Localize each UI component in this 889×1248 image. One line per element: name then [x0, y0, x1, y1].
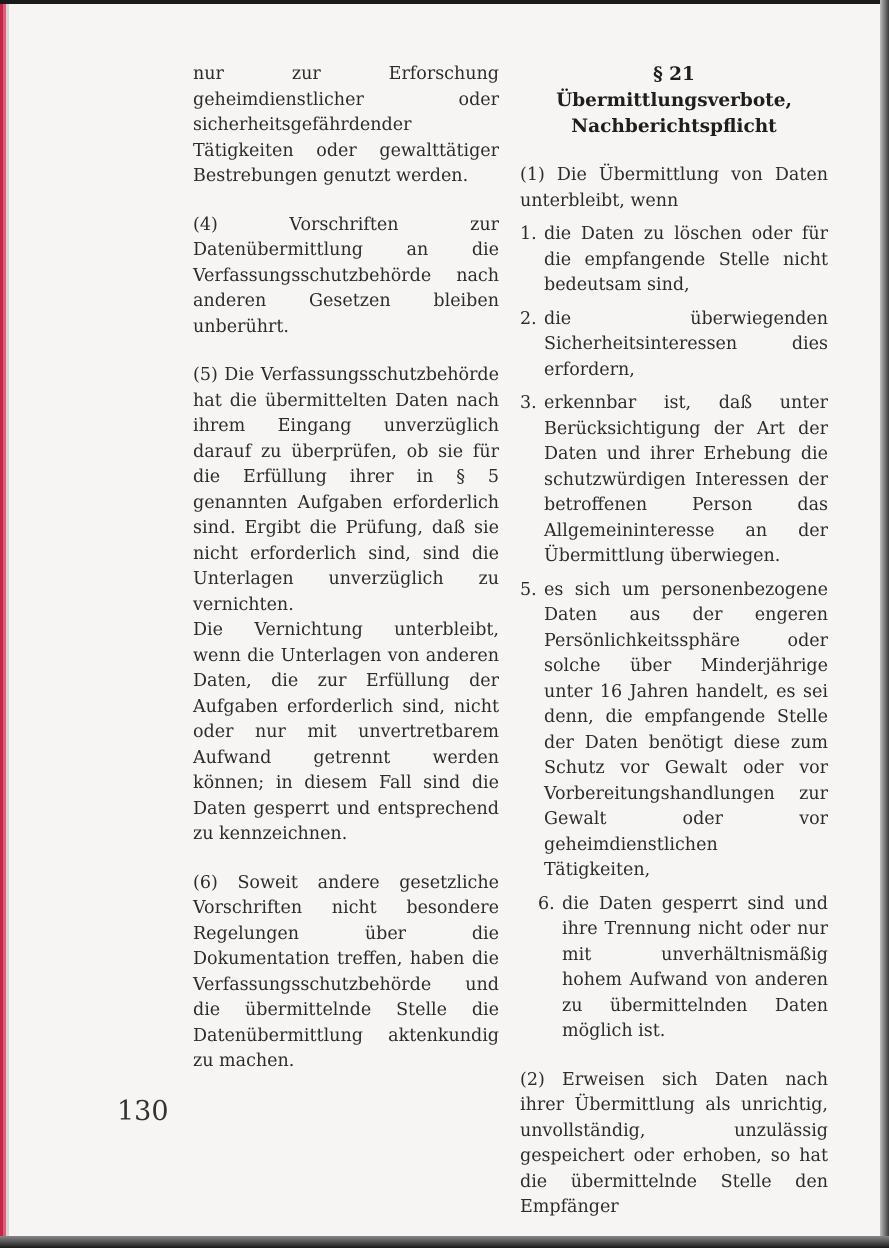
list-item-number: 2. — [520, 308, 537, 329]
right-edge-shadow — [880, 0, 889, 1248]
list-item — [520, 578, 828, 884]
list-item-number: 3. — [520, 393, 537, 413]
top-edge — [0, 0, 889, 4]
list-item-number: 5. — [520, 579, 537, 600]
list-item-number: 6. — [538, 893, 555, 914]
list-item — [520, 307, 828, 384]
list-item — [520, 892, 828, 1045]
section-title: Übermittlungsverbote, Nachberichtspflicht — [556, 90, 792, 137]
list-item-text: die Daten gesperrt sind und ihre Trennung nicht oder nur mit unverhältnismäßig hohem Aufwand von anderen zu übermittelnden Daten möglich ist. — [562, 893, 828, 1041]
list-item-number: 1. — [520, 224, 537, 244]
list-item — [520, 391, 828, 570]
left-column — [193, 62, 499, 1075]
paragraph-1-intro: (1) Die Übermittlung von Daten unterbleibt, wenn — [520, 165, 828, 211]
paragraph-6: (6) Soweit andere gesetzliche Vorschriften nicht besondere Regelungen über die Dokumentation treffen, haben die Verfassungsschutzbehörde und die übermittelnde Stelle die Datenübermittlung aktenkundig zu machen. — [193, 872, 499, 1071]
list-item — [520, 222, 828, 299]
book-spine — [0, 0, 9, 1236]
list-item-text: die überwiegenden Sicherheitsinteressen dies erfordern, — [544, 308, 828, 380]
list-item-text: es sich um personenbezogene Daten aus der engeren Persönlichkeitssphäre oder solche über Minderjährige unter 16 Jahren handelt, es sei denn, die empfangende Stelle der Daten benötigt diese zum Schutz vor Gewalt oder vor Vorbereitungshandlungen zur Gewalt oder vor geheimdienstlichen Tätigkeiten, — [544, 579, 828, 880]
right-column — [520, 62, 828, 1221]
list-item-text: die Daten zu löschen oder für die empfangende Stelle nicht bedeutsam sind, — [544, 224, 828, 295]
section-number: § 21 — [653, 64, 695, 85]
paragraph-2: (2) Erweisen sich Daten nach ihrer Übermittlung als unrichtig, unvollständig, unzulässig gespeichert oder erhoben, so hat die übermittelnde Stelle den Empfänger — [520, 1069, 828, 1217]
list-item-text: erkennbar ist, daß unter Berücksichtigung der Art der Daten und ihrer Erhebung die schutzwürdigen Interessen der betroffenen Person das Allgemeininteresse an der Übermittlung überwiegen. — [544, 393, 828, 566]
prohibition-list — [520, 222, 828, 1045]
paragraph-5-continued: Die Vernichtung unterbleibt, wenn die Unterlagen von anderen Daten, die zur Erfüllung der Aufgaben erforderlich sind, nicht oder nur mit unvertretbarem Aufwand getrennt werden können; in diesem Fall sind die Daten gesperrt und entsprechend zu kennzeichnen. — [193, 620, 499, 844]
paragraph-4: (4) Vorschriften zur Datenübermittlung an die Verfassungsschutzbehörde nach anderen Gesetzen bleiben unberührt. — [193, 214, 499, 337]
continuation-paragraph: nur zur Erforschung geheimdienstlicher oder sicherheitsgefährdender Tätigkeiten oder gewalttätiger Bestrebungen genutzt werden. — [193, 64, 499, 186]
page-number: 130 — [117, 1096, 169, 1127]
bottom-edge-shadow — [0, 1236, 889, 1248]
paragraph-5: (5) Die Verfassungsschutzbehörde hat die übermittelten Daten nach ihrem Eingang unverzüglich darauf zu überprüfen, ob sie für die Erfüllung ihrer in § 5 genannten Aufgaben erforderlich sind. Ergibt die Prüfung, daß sie nicht erforderlich sind, sind die Unterlagen unverzüglich zu vernichten. — [193, 365, 499, 615]
